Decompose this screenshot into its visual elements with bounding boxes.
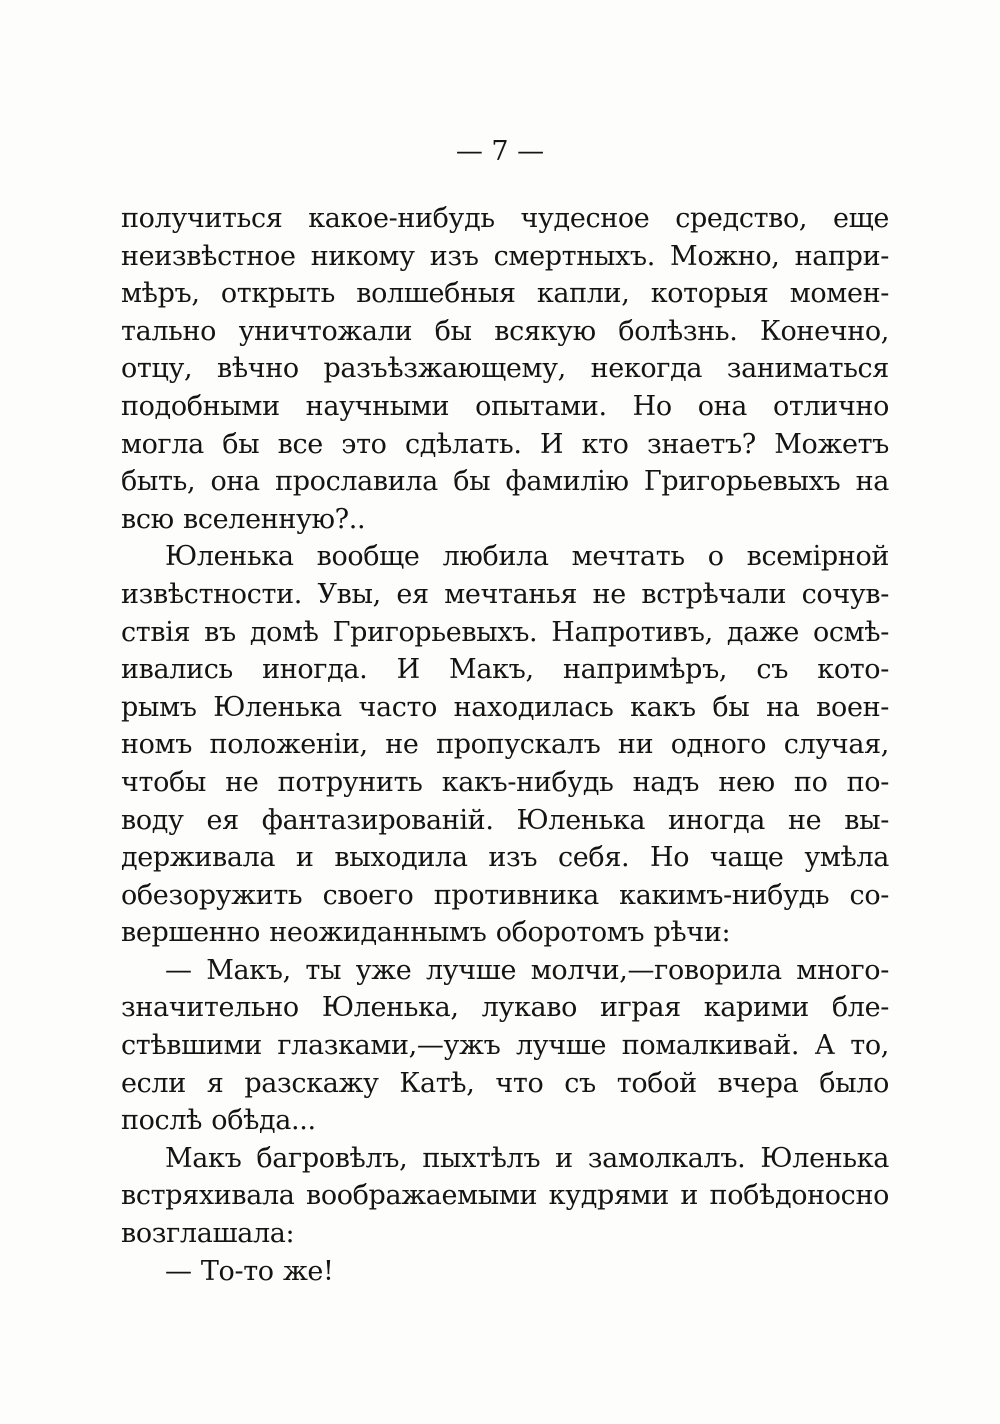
text-line: стѣвшими глазками,—ужъ лучше помалкивай. А то, [121,1030,889,1062]
text-line: значительно Юленька, лукаво играя карими бле- [121,992,889,1024]
text-line: если я разскажу Катѣ, что съ тобой вчера было [121,1067,889,1099]
text-line: ствія въ домѣ Григорьевыхъ. Напротивъ, даже осмѣ- [121,616,889,648]
text-line: быть, она прославила бы фамилію Григорьевыхъ на [121,466,889,498]
text-line: встряхивала воображаемыми кудрями и побѣдоносно [121,1180,889,1212]
text-line: неизвѣстное никому изъ смертныхъ. Можно, напри- [121,240,889,272]
text-line: отцу, вѣчно разъѣзжающему, некогда заниматься [121,353,889,385]
text-line: тально уничтожали бы всякую болѣзнь. Конечно, [121,315,889,347]
text-line: ивались иногда. И Макъ, напримѣръ, съ кото- [121,654,889,686]
text-body [121,200,889,1290]
text-line: номъ положеніи, не пропускалъ ни одного случая, [121,729,889,761]
text-line: мѣръ, открыть волшебныя капли, которыя момен- [121,278,889,310]
text-line: Макъ багровѣлъ, пыхтѣлъ и замолкалъ. Юленька [165,1142,889,1174]
page-number: — 7 — [455,136,545,167]
text-line: всю вселенную?.. [121,503,366,535]
text-line: Юленька вообще любила мечтать о всемірной [165,541,889,573]
text-line: могла бы все это сдѣлать. И кто знаетъ? Можетъ [121,428,889,460]
text-line: чтобы не потрунить какъ-нибудь надъ нею по по- [121,766,889,798]
text-line: получиться какое-нибудь чудесное средство, еще [121,203,889,234]
text-line: — Макъ, ты уже лучше молчи,—говорила много- [165,954,889,986]
text-line: возглашала: [121,1218,295,1250]
text-line: воду ея фантазированій. Юленька иногда не вы- [121,804,889,836]
text-line: обезоружить своего противника какимъ-нибудь со- [121,879,889,911]
text-line: подобными научными опытами. Но она отлично [121,390,889,422]
text-line: держивала и выходила изъ себя. Но чаще умѣла [121,842,889,874]
text-line: — То-то же! [165,1255,334,1287]
text-line: рымъ Юленька часто находилась какъ бы на воен- [121,691,889,723]
text-line: послѣ обѣда... [121,1105,316,1137]
text-line: вершенно неожиданнымъ оборотомъ рѣчи: [121,917,731,949]
text-line: извѣстности. Увы, ея мечтанья не встрѣчали сочув- [121,578,889,610]
